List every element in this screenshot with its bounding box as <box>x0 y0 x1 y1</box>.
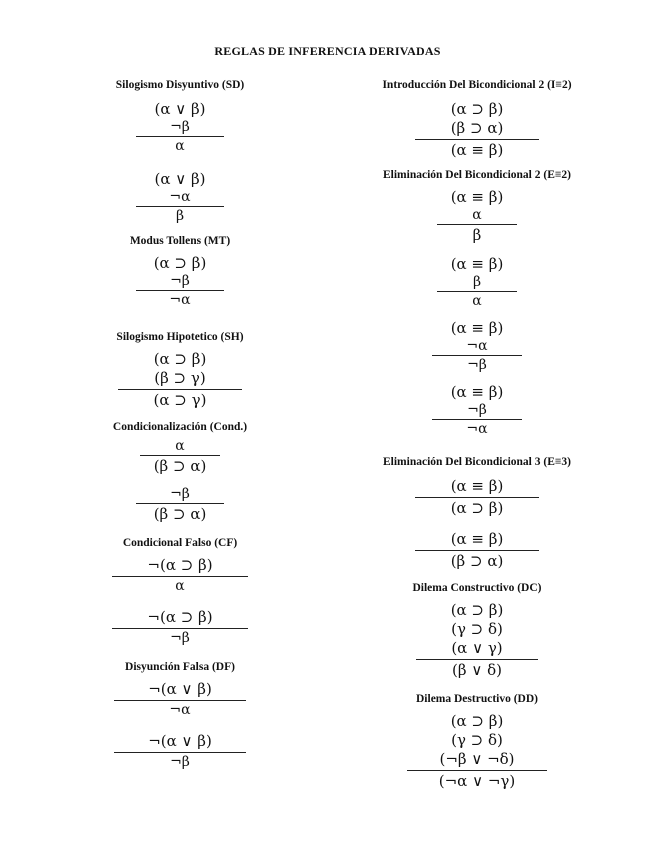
inference-line <box>118 389 242 390</box>
rule-eb3-2 <box>415 530 539 571</box>
inference-line <box>437 291 517 292</box>
premise: ¬(α ∨ β) <box>148 680 212 698</box>
inference-line <box>114 700 246 701</box>
premise: (β ⊃ α) <box>450 119 504 137</box>
conclusion: (α ≡ β) <box>450 141 504 159</box>
conclusion: ¬α <box>169 702 191 718</box>
conclusion: (β ⊃ α) <box>450 552 504 570</box>
section-title-ib2: Introducción Del Bicondicional 2 (I≡2) <box>382 79 572 91</box>
inference-line <box>114 752 246 753</box>
conclusion: ¬β <box>170 754 190 770</box>
premise: ¬(α ⊃ β) <box>147 556 213 574</box>
rule-eb2-1 <box>437 188 517 245</box>
inference-line <box>415 550 539 551</box>
rule-sh-1 <box>118 350 242 410</box>
rule-mt-1 <box>136 254 224 308</box>
inference-line <box>140 455 220 456</box>
inference-line <box>415 139 539 140</box>
section-title-df: Disyunción Falsa (DF) <box>125 661 235 673</box>
conclusion: (α ⊃ β) <box>450 499 504 517</box>
inference-line <box>136 206 224 207</box>
premise: ¬(α ∨ β) <box>148 732 212 750</box>
premise: (α ⊃ β) <box>153 350 207 368</box>
conclusion: β <box>175 208 185 224</box>
inference-line <box>416 659 538 660</box>
conclusion: ¬β <box>170 630 190 646</box>
rule-eb2-2 <box>437 255 517 309</box>
inference-line <box>136 503 224 504</box>
section-title-cf: Condicional Falso (CF) <box>122 537 238 549</box>
section-title-dd: Dilema Destructivo (DD) <box>416 693 538 705</box>
rule-eb3-1 <box>415 477 539 518</box>
rule-cf-2 <box>112 608 248 646</box>
inference-line <box>432 355 522 356</box>
premise: (α ≡ β) <box>450 477 504 495</box>
inference-line <box>136 136 224 137</box>
rule-dc-1 <box>416 601 538 680</box>
premise: ¬α <box>466 338 488 354</box>
rule-cond-1 <box>140 438 220 476</box>
premise: (α ⊃ β) <box>450 601 504 619</box>
rule-sd-1 <box>136 100 224 154</box>
inference-line <box>407 770 547 771</box>
rule-df-1 <box>114 680 246 718</box>
rule-df-2 <box>114 732 246 770</box>
premise: (α ≡ β) <box>450 530 504 548</box>
premise: (α ⊃ β) <box>450 712 504 730</box>
rule-cf-1 <box>112 556 248 594</box>
rule-ib2-1 <box>415 100 539 160</box>
premise: ¬β <box>170 486 190 502</box>
section-title-mt: Modus Tollens (MT) <box>129 235 231 247</box>
conclusion: α <box>472 293 482 309</box>
section-title-sd: Silogismo Disyuntivo (SD) <box>115 79 245 91</box>
premise: (¬β ∨ ¬δ) <box>439 750 515 768</box>
conclusion: (β ∨ δ) <box>452 661 502 679</box>
premise: α <box>175 438 185 454</box>
premise: (γ ⊃ δ) <box>451 620 503 638</box>
conclusion: (β ⊃ α) <box>153 457 207 475</box>
conclusion: (¬α ∨ ¬γ) <box>438 772 516 790</box>
premise: (α ≡ β) <box>450 319 504 337</box>
section-title-sh: Silogismo Hipotetico (SH) <box>116 331 244 343</box>
premise: (α ∨ β) <box>154 100 206 118</box>
right-column <box>357 78 597 791</box>
conclusion: ¬β <box>467 357 487 373</box>
premise: (α ≡ β) <box>450 255 504 273</box>
rule-sd-2 <box>136 170 224 224</box>
inference-line <box>136 290 224 291</box>
inference-line <box>112 628 248 629</box>
premise: ¬β <box>170 119 190 135</box>
premise: (α ∨ β) <box>154 170 206 188</box>
section-title-eb3: Eliminación Del Bicondicional 3 (E≡3) <box>382 456 571 468</box>
rule-cond-2 <box>136 486 224 524</box>
premise: (α ⊃ β) <box>153 254 207 272</box>
premise: (β ⊃ γ) <box>154 369 206 387</box>
premise: (α ≡ β) <box>450 383 504 401</box>
section-title-cond: Condicionalización (Cond.) <box>112 421 248 433</box>
premise: ¬β <box>467 402 487 418</box>
conclusion: ¬α <box>466 421 488 437</box>
premise: ¬β <box>170 273 190 289</box>
rule-eb2-3 <box>432 319 522 373</box>
conclusion: (α ⊃ γ) <box>153 391 207 409</box>
conclusion: ¬α <box>169 292 191 308</box>
conclusion: α <box>175 138 185 154</box>
premise: (α ≡ β) <box>450 188 504 206</box>
premise: (α ⊃ β) <box>450 100 504 118</box>
premise: α <box>472 207 482 223</box>
conclusion: β <box>472 226 482 244</box>
premise: ¬α <box>169 189 191 205</box>
inference-line <box>437 224 517 225</box>
inference-line <box>112 576 248 577</box>
inference-line <box>415 497 539 498</box>
conclusion: α <box>175 578 185 594</box>
premise: β <box>472 274 482 290</box>
premise: (γ ⊃ δ) <box>451 731 503 749</box>
premise: ¬(α ⊃ β) <box>147 608 213 626</box>
conclusion: (β ⊃ α) <box>153 505 207 523</box>
rule-dd-1 <box>407 712 547 791</box>
inference-line <box>432 419 522 420</box>
section-title-dc: Dilema Constructivo (DC) <box>412 582 542 594</box>
premise: (α ∨ γ) <box>451 639 503 657</box>
rule-eb2-4 <box>432 383 522 437</box>
left-column <box>60 78 300 770</box>
page-title: REGLAS DE INFERENCIA DERIVADAS <box>214 44 441 58</box>
section-title-eb2: Eliminación Del Bicondicional 2 (E≡2) <box>382 169 571 181</box>
